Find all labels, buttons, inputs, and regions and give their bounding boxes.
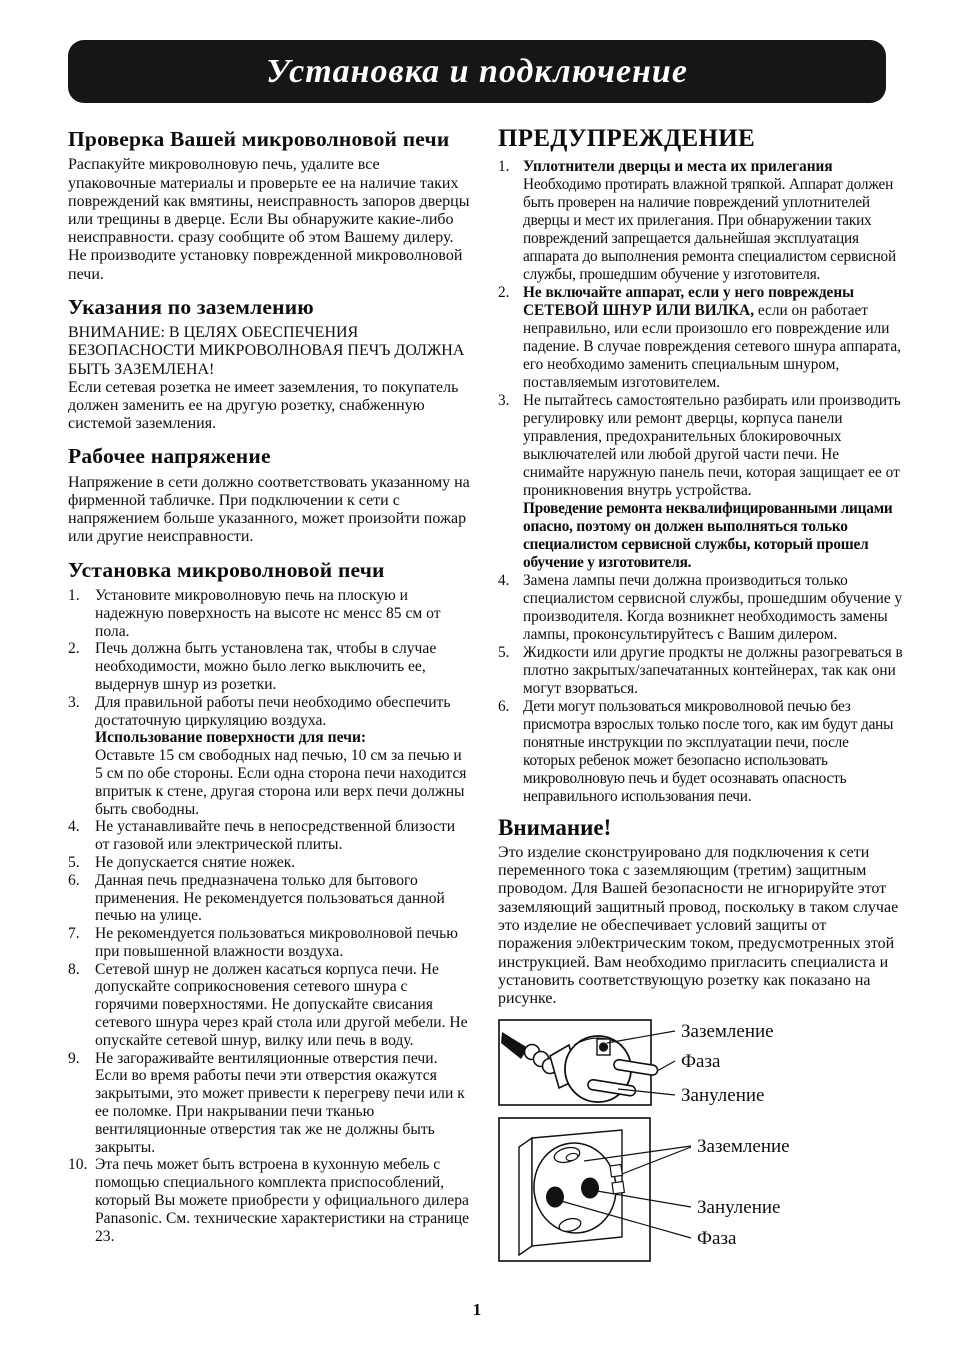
page-title: Установка и подключение [266, 52, 688, 90]
grounding-warning-text: ВНИМАНИЕ: В ЦЕЛЯХ ОБЕСПЕЧЕНИЯ БЕЗОПАСНОСТИ МИКРОВОЛНОВАЯ ПЕЧЪ ДОЛЖНА БЫТЬ ЗАЗЕМЛЕНА! [68, 324, 465, 378]
socket-label-ground: Заземление [697, 1136, 790, 1158]
list-item [68, 854, 471, 872]
plug-label-ground: Заземление [681, 1021, 774, 1043]
list-item-text: Данная печь предназначена только для бытового применения. Не рекомендуется пользоваться данной печью на улице. [95, 871, 445, 925]
list-item-text: Оставьте 15 см свободных над печью, 10 см за печью и 5 см по обе стороны. Если одна сторона печи находится впритык к стене, другая сторона или верх печи должны быть свободны. [95, 747, 467, 818]
list-item [68, 1050, 471, 1157]
attention-paragraph: Это изделие сконструировано для подключения к сети переменного тока с заземляющим (третим) защитным проводом. Для Вашей безопасности не игнорируйте этот заземляющий защитный провод, поскольку в таком случае это изделие не обеспечивает условий защиты от поражения эл0ектрическим током, предусмотренных зтой инструкцией. Вам необходимо пригласить специалиста и установить соответствующую розетку как показано на рисунке. [498, 843, 899, 1008]
socket-hole-phase [546, 1187, 564, 1208]
warning-list [498, 158, 904, 806]
plug-cord [501, 1032, 528, 1059]
check-oven-paragraph: Распакуйте микроволновую печь, удалите все упаковочные материалы и проверьте ее на наличие таких повреждений как вмятины, неисправность запоров дверцы или трещины в дверце. Если Вы обнаружите какие-либо неисправности. сразу сообщите об этом Вашему дилеру. Не производите установку поврежденной микроволновой печи. [68, 156, 470, 283]
socket-diagram [498, 1117, 904, 1263]
right-column [498, 125, 904, 1263]
section-title-banner [68, 40, 886, 103]
socket-tab-lower [612, 1182, 624, 1194]
list-item-text: Не допускается снятие ножек. [95, 853, 296, 871]
list-item [498, 284, 904, 392]
heading-check-oven: Проверка Вашей микроволновой печи [68, 127, 450, 151]
list-item-text: Не рекомендуется пользоваться микроволновой печью при повышенной влажности воздуха. [95, 925, 458, 960]
list-item [498, 158, 904, 284]
list-item-text: Печь должна быть установлена так, чтобы в случае необходимости, можно было легко выключить ее, выдернув шнур из розетки. [95, 640, 437, 693]
heading-installation: Установка микроволновой печи [68, 557, 385, 582]
plug-earth-pin [599, 1043, 608, 1052]
list-item [498, 392, 904, 572]
content-columns [68, 125, 904, 1263]
list-item [68, 925, 471, 961]
voltage-paragraph: Напряжение в сети должно соответствовать указанному на фирменной табличке. При подключении к сети с напряжением больше указанного, может произойти пожар или другие неисправности. [68, 473, 470, 546]
plug-label-phase: Фаза [681, 1051, 721, 1073]
list-item-text: Не пытайтесь самостоятельно разбирать или производить регулировку или ремонт дверцы, корпуса панели управления, предохранительных блокировочных выключателей или любой другой части печи. Не снимайте наружную панель печи, которая защищает ее от проникновения внутрь устройства. [523, 391, 901, 499]
list-item-text: Не загораживайте вентиляционные отверстия печи. Если во время работы печи эти отверстия окажутся закрытыми, это может привести к перегреву печи или к ее поломке. При накрывании печи тканью вентиляционные отверстия так же не должны быть закрыты. [95, 1049, 465, 1156]
heading-voltage: Рабочее напряжение [68, 444, 271, 469]
list-item [68, 872, 471, 925]
heading-warning: ПРЕДУПРЕЖДЕНИЕ [498, 125, 755, 152]
heading-grounding: Указания по заземлению [68, 294, 314, 319]
socket-label-phase: Фаза [697, 1228, 737, 1250]
page-number: 1 [472, 1300, 482, 1319]
list-item-lead: Уплотнители дверцы и места их прилегания [523, 157, 833, 175]
list-item [68, 1156, 471, 1245]
socket-hole-neutral [581, 1178, 599, 1199]
list-item [498, 572, 904, 644]
list-item [498, 698, 904, 806]
list-item [68, 694, 471, 819]
leader-line-ground [607, 1031, 675, 1043]
list-item [68, 587, 471, 640]
list-item-text: Эта печь может быть встроена в кухонную мебель с помощью специального комплекта приспособлений, который Вы можете приобрести у официального дилера Panasonic. См. технические характеристики на странице 23. [95, 1156, 470, 1245]
list-item-text: Жидкости или другие продкты не должны разогреваться в плотно закрытых/запечатанных контейнерах, так как они могут взорваться. [523, 643, 903, 697]
list-item-subheading: Использование поверхности для печи: [95, 729, 367, 747]
list-item-text: Замена лампы печи должна производиться только специалистом сервисной службы, прошедшим обучение у производителя. Когда возникнет необходимость замены лампы, проконсультируйтесъ с Вашим дилером. [523, 571, 903, 643]
list-item-text: Не устанавливайте печь в непосредственной близости от газовой или электрической плиты. [95, 818, 456, 854]
leader-line-phase [657, 1061, 675, 1071]
list-item-text: Дети могут пользоваться микроволновой печью без присмотра взрослых только после того, как им будут даны понятные инструкции по эксплуатации печи, после которых ребенок может безопасно использовать микроволновую печь и будет осознавать опасность неправильного использования печи. [523, 697, 894, 805]
list-item-text: Необходимо протирать влажной тряпкой. Аппарат должен быть проверен на наличие повреждений уплотнителей дверцы и мест их прилегания. При обнаружении таких повреждений запрещается дальнейшая эксплуатация аппарата до выполнения ремонта специалистом сервисной службы, прошедшим обучение у изготовителя. [523, 175, 896, 283]
plug-label-neutral: Зануление [681, 1085, 765, 1107]
grounding-paragraph: Если сетевая розетка не имеет заземления, то покупатель должен заменить ее на другую розетку, снабженную системой заземления. [68, 378, 459, 433]
socket-plate-side [519, 1138, 532, 1255]
socket-label-neutral: Зануление [697, 1197, 781, 1219]
plug-diagram [498, 1019, 904, 1109]
list-item [68, 818, 471, 854]
list-item [68, 640, 471, 693]
list-item [68, 961, 471, 1050]
list-item-text: Для правильной работы печи необходимо обеспечить достаточную циркуляцию воздуха. [95, 693, 451, 729]
list-item-text: Сетевой шнур не должен касаться корпуса печи. Не допускайте соприкосновения сетевого шнура с горячими поверхностями. Не допускайте свисания сетевого шнура через край стола или другой мебели. Не опускайте сетевой шнур, вилку или печь в воду. [95, 960, 468, 1049]
left-column [68, 125, 471, 1245]
list-item-text: Установите микроволновую печь на плоскую и надежную поверхность на высоте нс менсс 85 см от пола. [95, 586, 441, 640]
list-item-text: если он работает неправильно, или если произошло его повреждение или падение. В случае повреждения сетевого шнура аппарата, его необходимо заменить специальным шнуром, поставляемым изготовителем. [523, 301, 901, 391]
list-item [498, 644, 904, 698]
list-item-bold-note: Проведение ремонта неквалифицированными лицами опасно, поэтому он должен выполняться только специалистом сервисной службы, который прошел обучение у изготовителя. [523, 499, 893, 571]
socket-tab-upper [610, 1165, 622, 1177]
list-item-lead: Не включайте аппарат, если у него повреждены СЕТЕВОЙ ШНУР ИЛИ ВИЛКА, [523, 283, 855, 319]
installation-list [68, 587, 471, 1245]
heading-attention: Внимание! [498, 814, 612, 840]
